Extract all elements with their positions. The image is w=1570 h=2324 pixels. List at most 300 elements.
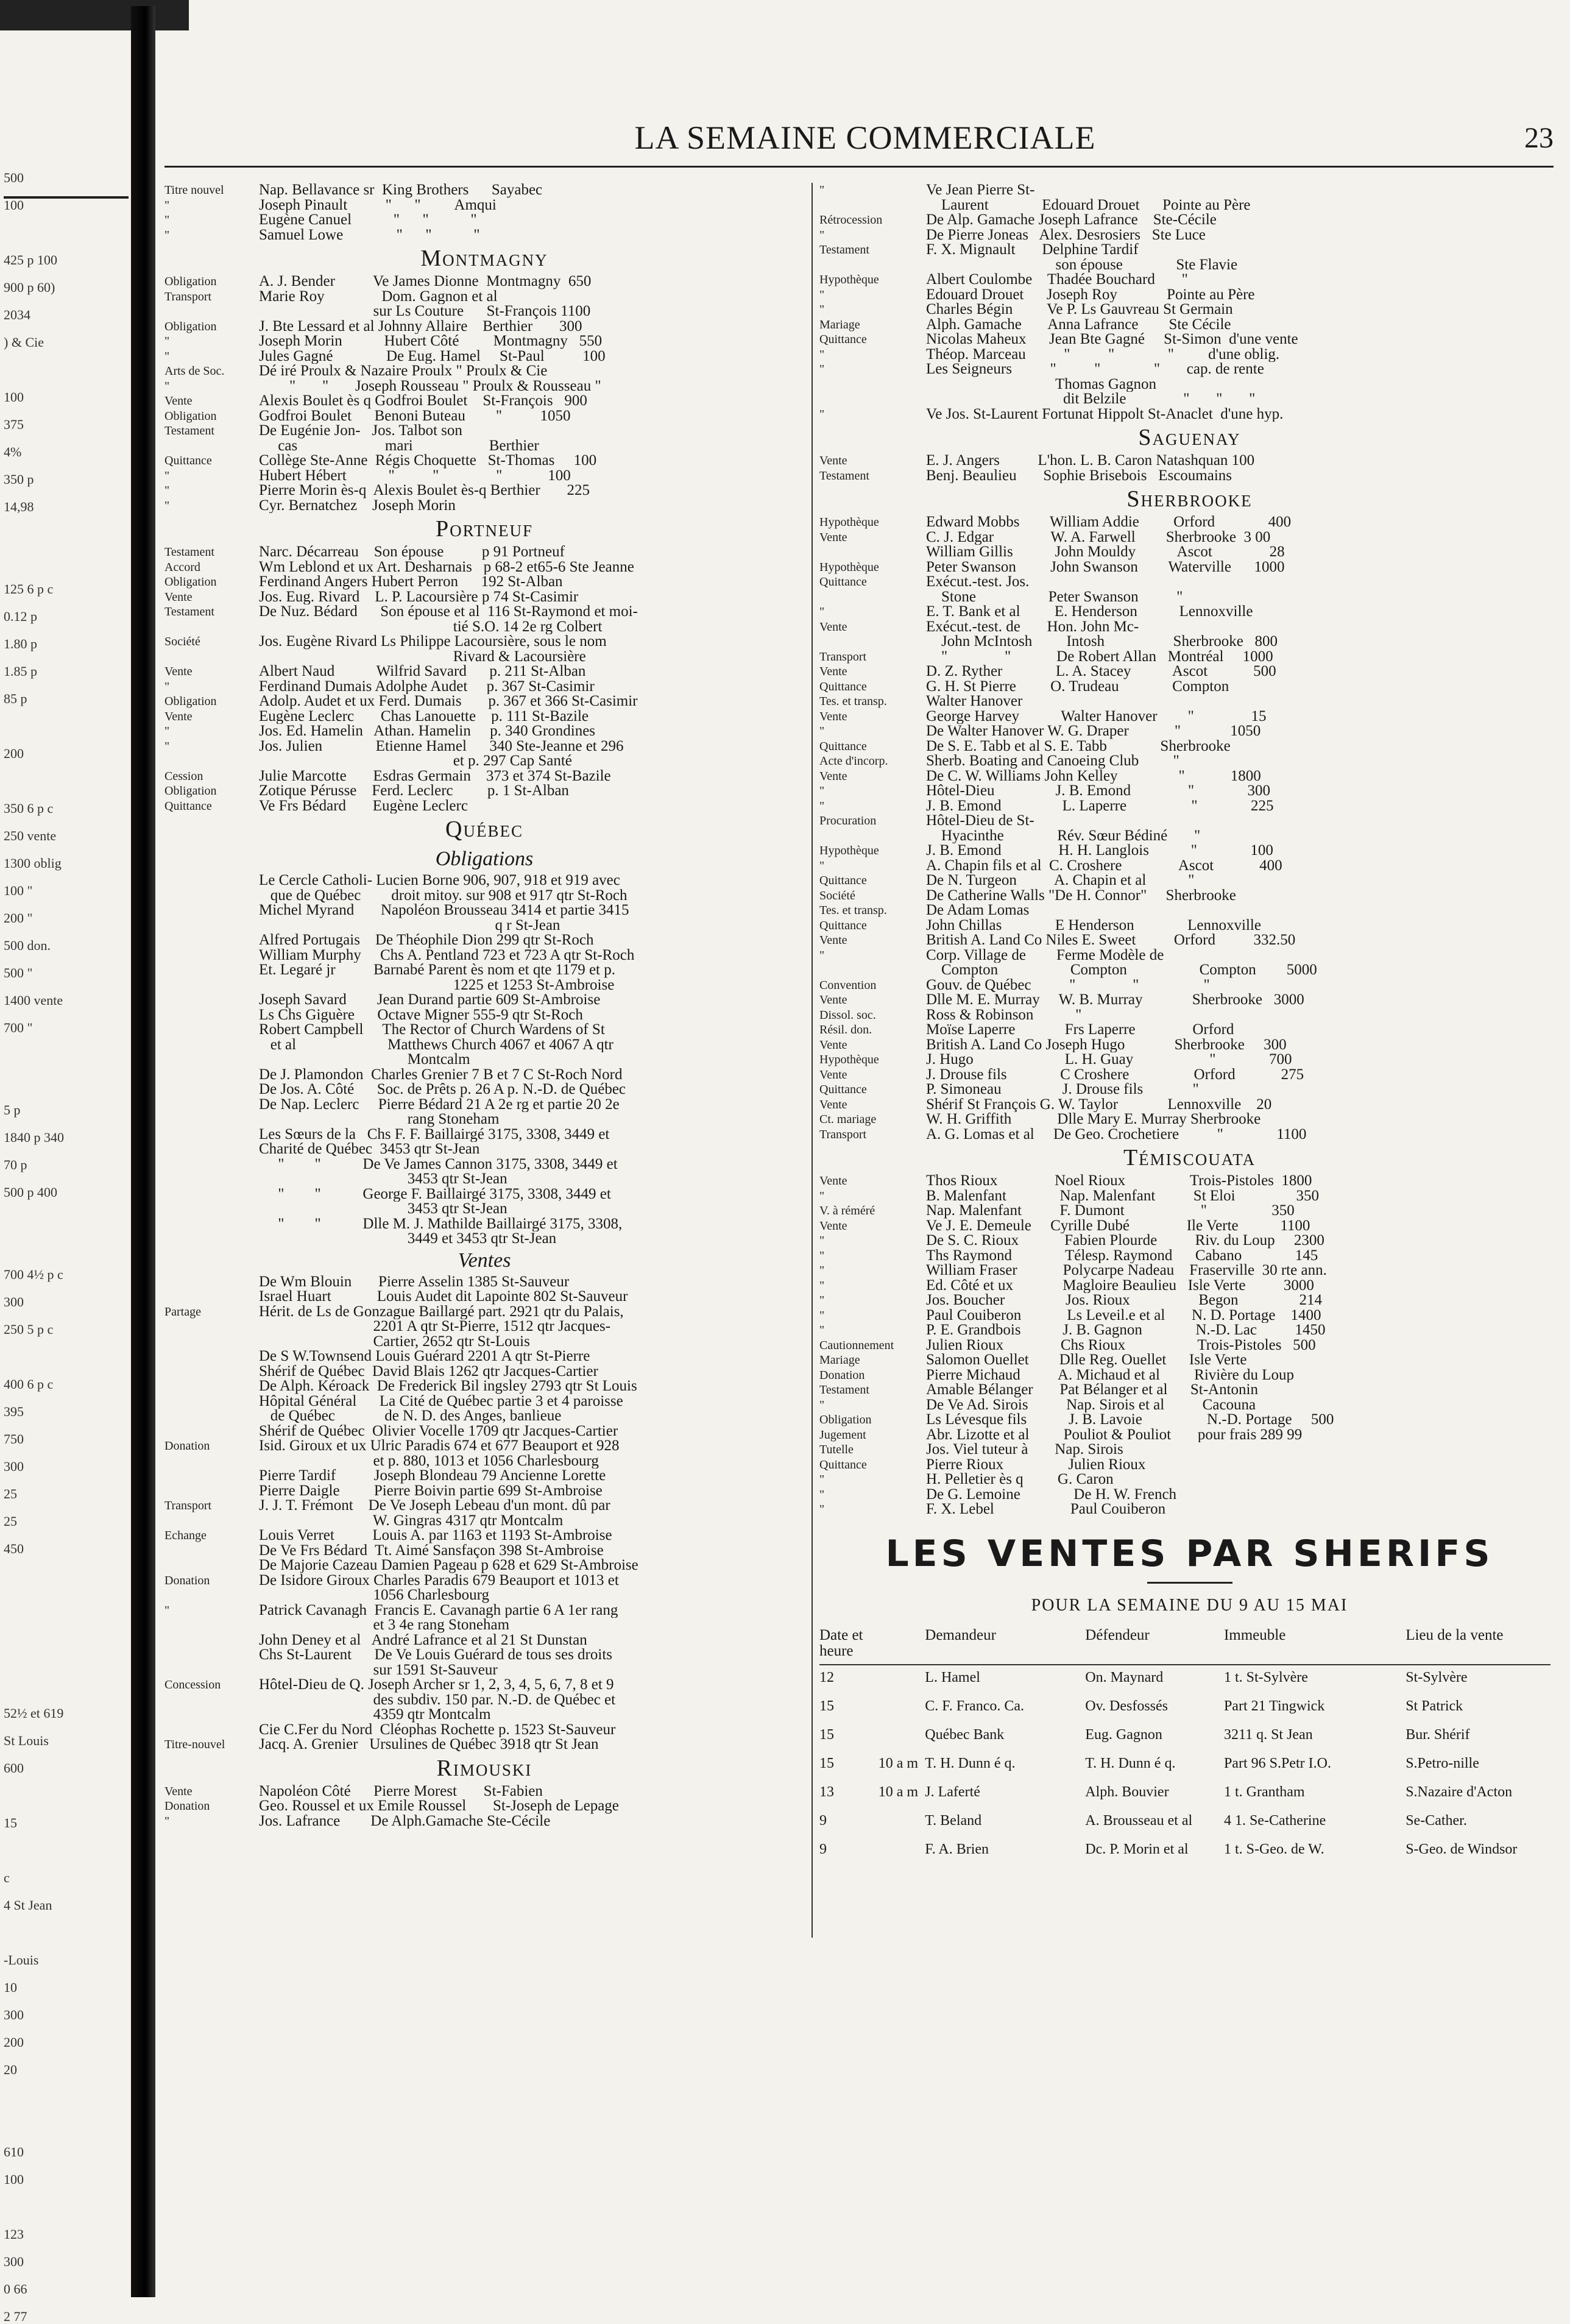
act-type: [164, 1707, 259, 1723]
listing-text: Louis Verret Louis A. par 1163 et 1193 St-Ambroise: [259, 1528, 612, 1543]
margin-fragment: 14,98: [4, 500, 34, 514]
listing-row: [164, 1528, 804, 1543]
margin-fragment: 350 p: [4, 472, 34, 487]
act-type: ": [164, 739, 170, 753]
listing-row: [164, 799, 804, 814]
margin-fragment: 750: [4, 1432, 24, 1447]
act-type: [164, 1618, 259, 1633]
sherifs-cell: F. A. Brien: [925, 1841, 989, 1857]
listing-text: Exécut.-test. de Hon. John Mc-: [926, 619, 1139, 634]
listing-row: [819, 1308, 1560, 1323]
act-type: [164, 1127, 259, 1143]
margin-fragment: 450: [4, 1542, 24, 1556]
sherifs-cell: 9: [819, 1841, 827, 1857]
act-type: ": [819, 1278, 825, 1292]
act-type: [164, 1648, 259, 1663]
listing-row: [819, 1398, 1560, 1413]
listing-row: [819, 1219, 1560, 1234]
listing-row: [819, 258, 1560, 273]
sherifs-cell: Alph. Bouvier: [1085, 1784, 1169, 1800]
act-type: ": [819, 948, 825, 962]
listing-row: [164, 1231, 804, 1247]
act-type: Transport: [164, 1499, 212, 1512]
listing-text: et p. 297 Cap Santé: [259, 754, 572, 769]
listing-text: Jacq. A. Grenier Ursulines de Québec 3918 qtr St Jean: [259, 1737, 599, 1752]
listing-text: Chs St-Laurent De Ve Louis Guérard de tous ses droits: [259, 1648, 613, 1663]
act-type: Quittance: [819, 918, 867, 932]
act-type: [164, 1142, 259, 1157]
sherifs-cell: S-Geo. de Windsor: [1406, 1841, 1518, 1857]
act-type: Titre-nouvel: [164, 1738, 225, 1751]
header-rule: [164, 166, 1554, 168]
listing-row: [819, 873, 1560, 888]
left-column: [164, 183, 804, 2285]
previous-page-margin: [0, 171, 128, 2324]
listing-text: Walter Hanover: [926, 694, 1023, 709]
listing-text: Marie Roy Dom. Gagnon et al: [259, 289, 498, 304]
act-type: Acte d'incorp.: [819, 754, 888, 768]
listing-row: [819, 784, 1560, 799]
listing-text: Dé iré Proulx & Nazaire Proulx " Proulx & Cie: [259, 364, 548, 379]
act-type: Transport: [164, 289, 212, 303]
listing-row: [164, 423, 804, 439]
listing-row: [819, 1338, 1560, 1353]
listing-row: [164, 319, 804, 335]
sherifs-section: [819, 1529, 1560, 1866]
listing-row: [164, 1514, 804, 1529]
act-type: Obligation: [164, 695, 217, 708]
listing-row: [164, 1082, 804, 1097]
act-type: ": [164, 198, 170, 212]
listing-text: De S. C. Rioux Fabien Plourde Riv. du Loup 2300: [926, 1233, 1324, 1249]
sherifs-cell: Québec Bank: [925, 1726, 1005, 1743]
listing-text: Hôtel-Dieu J. B. Emond " 300: [926, 784, 1271, 799]
margin-fragment: 200: [4, 746, 24, 761]
listing-row: [164, 724, 804, 739]
sherifs-cell: T. Beland: [925, 1812, 982, 1829]
act-type: [164, 1231, 259, 1247]
listing-row: [164, 1187, 804, 1202]
listing-text: Ve J. E. Demeule Cyrille Dubé Ile Verte 1100: [926, 1218, 1310, 1233]
listing-row: [164, 1097, 804, 1113]
listing-text: sur 1591 St-Sauveur: [259, 1662, 498, 1677]
act-type: Tes. et transp.: [819, 904, 887, 917]
listing-text: C. J. Edgar W. A. Farwell Sherbrooke 3 00: [926, 530, 1271, 545]
listing-text: Rivard & Lacoursière: [259, 649, 586, 664]
listing-text: Nap. Bellavance sr King Brothers Sayabec: [259, 183, 543, 198]
listing-row: [819, 347, 1560, 363]
sherifs-cell: L. Hamel: [925, 1669, 980, 1685]
act-type: [164, 1082, 259, 1097]
act-type: Quittance: [819, 333, 867, 346]
listing-row: [819, 754, 1560, 769]
listing-row: [164, 694, 804, 709]
listing-row: [819, 799, 1560, 814]
listing-text: Zotique Pérusse Ferd. Leclerc p. 1 St-Alban: [259, 784, 569, 799]
act-type: [819, 392, 926, 407]
listing-row: [819, 453, 1560, 469]
sherifs-cell: S.Nazaire d'Acton: [1406, 1784, 1513, 1800]
act-type: ": [164, 484, 170, 497]
listing-text: Sherb. Boating and Canoeing Club ": [926, 754, 1179, 769]
margin-fragment: 700 ": [4, 1021, 33, 1035]
listing-text: F. X. Mignault Delphine Tardif: [926, 243, 1139, 258]
margin-fragment: 125 6 p c: [4, 582, 54, 597]
listing-row: [819, 888, 1560, 904]
sherifs-column-header: Défendeur: [1085, 1625, 1224, 1665]
listing-row: [819, 1368, 1560, 1383]
sherifs-cell: Part 96 S.Petr I.O.: [1223, 1755, 1331, 1771]
listing-text: E. T. Bank et al E. Henderson Lennoxville: [926, 604, 1253, 620]
listing-text: Shérif de Québec David Blais 1262 qtr Jacques-Cartier: [259, 1364, 598, 1379]
act-type: ": [819, 724, 825, 738]
listing-row: [819, 694, 1560, 709]
act-type: [164, 1038, 259, 1053]
listing-row: [819, 469, 1560, 484]
margin-fragment: 300: [4, 1295, 24, 1309]
act-type: Ct. mariage: [819, 1113, 877, 1126]
listing-text: De S. E. Tabb et al S. E. Tabb Sherbrooke: [926, 739, 1231, 754]
listing-text: B. Malenfant Nap. Malenfant St Eloi 350: [926, 1188, 1320, 1203]
sherifs-cell: S.Petro-nille: [1406, 1755, 1479, 1771]
listing-text: D. Z. Ryther L. A. Stacey Ascot 500: [926, 664, 1276, 679]
listing-text: George Harvey Walter Hanover " 15: [926, 709, 1267, 724]
margin-fragment: St Louis: [4, 1734, 49, 1748]
margin-fragment: 250 vente: [4, 829, 57, 843]
sherifs-table-header: [819, 1625, 1551, 1665]
act-type: ": [164, 349, 170, 363]
listing-text: Hyacinthe Rév. Sœur Bédiné ": [926, 828, 1201, 843]
act-type: Quittance: [819, 739, 867, 753]
act-type: Obligation: [164, 575, 217, 589]
act-type: [164, 1364, 259, 1380]
listing-row: [819, 228, 1560, 243]
act-type: Mariage: [819, 1353, 860, 1367]
act-type: Testament: [819, 243, 869, 257]
listing-row: [819, 1082, 1560, 1097]
margin-fragment: 395: [4, 1405, 24, 1419]
act-type: [164, 993, 259, 1008]
listing-row: [164, 469, 804, 484]
listing-text: " " George F. Baillairgé 3175, 3308, 3449 et: [259, 1186, 611, 1202]
listing-text: Ferdinand Dumais Adolphe Audet p. 367 St-Casimir: [259, 679, 595, 694]
listing-row: [164, 1305, 804, 1320]
listing-row: [164, 1349, 804, 1364]
listing-text: Thomas Gagnon: [926, 377, 1156, 392]
act-type: ": [164, 498, 170, 512]
listing-text: Théop. Marceau " " " d'une oblig.: [926, 347, 1280, 362]
listing-text: Adolp. Audet et ux Ferd. Dumais p. 367 et 366 St-Casimir: [259, 694, 638, 709]
listing-text: Ferdinand Angers Hubert Perron 192 St-Alban: [259, 575, 563, 590]
section-heading: Portneuf: [435, 516, 534, 542]
listing-row: [164, 1008, 804, 1023]
listing-text: Et. Legaré jr Barnabé Parent ès nom et qte 1179 et p.: [259, 963, 615, 978]
sherifs-cell: St Patrick: [1406, 1698, 1463, 1714]
listing-row: [819, 302, 1560, 317]
act-type: Quittance: [819, 1458, 867, 1472]
listing-text: Isid. Giroux et ux Ulric Paradis 674 et 677 Beauport et 928: [259, 1439, 620, 1454]
listing-row: [164, 1573, 804, 1589]
right-column: [819, 183, 1560, 2285]
margin-fragment: -Louis: [4, 1953, 39, 1968]
act-type: ": [819, 347, 825, 361]
listing-text: Exécut.-test. Jos.: [926, 575, 1030, 590]
listing-row: [819, 1112, 1560, 1127]
sherifs-cell: Bur. Shérif: [1406, 1726, 1470, 1743]
listing-row: [819, 620, 1560, 635]
listing-row: [819, 1458, 1560, 1473]
act-type: Echange: [164, 1529, 207, 1542]
margin-fragment: 250 5 p c: [4, 1322, 54, 1337]
listing-row: [819, 829, 1560, 844]
listing-text: Corp. Village de Ferme Modèle de: [926, 948, 1164, 963]
act-type: Vente: [819, 1097, 847, 1111]
listing-row: [164, 1112, 804, 1127]
margin-fragment: 25: [4, 1514, 17, 1529]
sherifs-cell: 10 a m: [878, 1784, 919, 1800]
scan-edge-top: [0, 0, 189, 30]
listing-text: J. B. Emond H. H. Langlois " 100: [926, 843, 1273, 859]
listing-text: Dlle M. E. Murray W. B. Murray Sherbrooke 3000: [926, 993, 1304, 1008]
margin-fragment: 0 66: [4, 2282, 27, 2297]
act-type: ": [819, 1308, 825, 1322]
listing-text: Godfroi Boulet Benoni Buteau " 1050: [259, 408, 571, 423]
listing-row: [819, 978, 1560, 993]
act-type: [164, 1112, 259, 1127]
sherifs-cell: [879, 1837, 925, 1866]
listing-row: [819, 515, 1560, 530]
listing-row: [164, 1289, 804, 1305]
listing-row: [819, 739, 1560, 754]
sherifs-row: [819, 1780, 1551, 1809]
listing-text: Alph. Gamache Anna Lafrance Ste Cécile: [926, 317, 1231, 332]
act-type: [164, 1289, 259, 1305]
listing-row: [164, 948, 804, 963]
act-type: Concession: [164, 1678, 221, 1692]
listing-text: Jos. Lafrance De Alph.Gamache Ste-Cécile: [259, 1813, 551, 1829]
listing-text: Ve Jos. St-Laurent Fortunat Hippolt St-Anaclet d'une hyp.: [926, 406, 1284, 422]
listing-text: Jos. Boucher Jos. Rioux Begon 214: [926, 1293, 1322, 1308]
margin-fragment: 400 6 p c: [4, 1377, 54, 1392]
listing-row: [819, 679, 1560, 695]
act-type: Donation: [819, 1368, 865, 1382]
listing-row: [164, 1394, 804, 1409]
margin-fragment: 300: [4, 2008, 24, 2022]
listing-row: [164, 888, 804, 904]
act-type: [164, 304, 259, 319]
sherifs-row: [819, 1837, 1551, 1866]
listing-row: [164, 1409, 804, 1424]
act-type: [164, 1319, 259, 1334]
listing-row: [164, 664, 804, 679]
listing-row: [164, 545, 804, 560]
right-column-listings: [819, 183, 1560, 1517]
sherifs-cell: 3211 q. St Jean: [1223, 1726, 1313, 1743]
act-type: [164, 1379, 259, 1394]
sherifs-cell: 13: [819, 1784, 834, 1800]
listing-text: J. B. Emond L. Laperre " 225: [926, 798, 1274, 813]
listing-row: [819, 709, 1560, 724]
listing-text: Ross & Robinson ": [926, 1007, 1082, 1022]
listing-row: [164, 620, 804, 635]
listing-text: Shérif St François G. W. Taylor Lennoxville 20: [926, 1097, 1272, 1112]
sherifs-row: [819, 1694, 1551, 1723]
listing-text: William Murphy Chs A. Pentland 723 et 723 A qtr St-Roch: [259, 948, 635, 963]
sherifs-cell: 15: [819, 1755, 834, 1771]
sherifs-cell: Eug. Gagnon: [1085, 1726, 1162, 1743]
act-type: [164, 1588, 259, 1603]
listing-text: Pierre Michaud A. Michaud et al Rivière du Loup: [926, 1367, 1295, 1383]
margin-fragment: 100: [4, 2172, 24, 2187]
listing-text: British A. Land Co Niles E. Sweet Orford 332.50: [926, 933, 1296, 948]
listing-row: [164, 1723, 804, 1738]
listing-text: F. X. Lebel Paul Couiberon: [926, 1502, 1166, 1517]
act-type: Hypothèque: [819, 273, 879, 286]
listing-row: [164, 1648, 804, 1663]
listing-text: Edouard Drouet Joseph Roy Pointe au Père: [926, 287, 1255, 302]
listing-text: Cie C.Fer du Nord Cléophas Rochette p. 1523 St-Sauveur: [259, 1722, 616, 1737]
act-type: [164, 1334, 259, 1350]
margin-fragment: 5 p: [4, 1103, 21, 1118]
act-type: ": [819, 288, 825, 302]
act-type: [164, 1097, 259, 1113]
listing-row: [819, 813, 1560, 829]
listing-text: De Majorie Cazeau Damien Pageau p 628 et 629 St-Ambroise: [259, 1558, 638, 1573]
listing-row: [164, 1707, 804, 1723]
act-type: [164, 1663, 259, 1678]
sherifs-cell: 15: [819, 1726, 834, 1743]
listing-text: 2201 A qtr St-Pierre, 1512 qtr Jacques-: [259, 1319, 611, 1334]
act-type: Société: [164, 635, 200, 648]
listing-row: [819, 183, 1560, 198]
act-type: [164, 1394, 259, 1409]
newspaper-title: LA SEMAINE COMMERCIALE: [634, 119, 1096, 156]
margin-fragment: 500: [4, 171, 24, 185]
listing-text: Moïse Laperre Frs Laperre Orford: [926, 1022, 1234, 1038]
act-type: Vente: [164, 394, 193, 408]
listing-text: De N. Turgeon A. Chapin et al ": [926, 873, 1195, 888]
column-rule: [812, 183, 813, 1938]
listing-row: [164, 709, 804, 724]
act-type: ": [819, 1249, 825, 1263]
listing-text: et al Matthews Church 4067 et 4067 A qtr: [259, 1037, 614, 1052]
act-type: Hypothèque: [819, 844, 879, 857]
listing-row: [164, 978, 804, 993]
act-type: [164, 1202, 259, 1217]
margin-fragment: 100: [4, 390, 24, 405]
listing-text: 3453 qtr St-Jean: [259, 1202, 507, 1217]
sherifs-cell: T. H. Dunn é q.: [925, 1755, 1016, 1771]
listing-row: [164, 1319, 804, 1334]
act-type: ": [164, 379, 170, 393]
listing-row: [164, 1484, 804, 1499]
margin-fragment: 85 p: [4, 692, 27, 706]
listing-text: Abr. Lizotte et al Pouliot & Pouliot pour frais 289 99: [926, 1427, 1303, 1442]
listing-row: [164, 1814, 804, 1829]
listing-row: [164, 439, 804, 454]
listing-row: [164, 1603, 804, 1618]
listing-row: [819, 545, 1560, 560]
act-type: ": [164, 228, 170, 242]
act-type: [164, 1723, 259, 1738]
listing-row: [819, 1487, 1560, 1503]
act-type: [819, 829, 926, 844]
act-type: [164, 1349, 259, 1364]
listing-text: J. J. T. Frémont De Ve Joseph Lebeau d'un mont. dû par: [259, 1498, 610, 1514]
listing-text: Stone Peter Swanson ": [926, 589, 1183, 604]
act-type: Vente: [819, 454, 847, 467]
sherifs-cell: 1 t. Grantham: [1223, 1784, 1305, 1800]
act-type: Donation: [164, 1439, 210, 1453]
page-header: [164, 119, 1566, 161]
listing-text: John Deney et al André Lafrance et al 21 St Dunstan: [259, 1632, 587, 1648]
sherifs-cell: Part 21 Tingwick: [1223, 1698, 1325, 1714]
listing-row: [164, 1439, 804, 1454]
listing-row: [164, 784, 804, 799]
act-type: Obligation: [164, 409, 217, 423]
listing-row: [819, 963, 1560, 978]
listing-row: [819, 560, 1560, 575]
listing-text: Israel Huart Louis Audet dit Lapointe 802 St-Sauveur: [259, 1289, 628, 1305]
listing-text: A. G. Lomas et al De Geo. Crochetiere " 1100: [926, 1127, 1307, 1142]
listing-row: [164, 274, 804, 289]
act-type: [164, 1275, 259, 1290]
listing-row: [819, 724, 1560, 739]
act-type: Quittance: [819, 874, 867, 887]
listing-text: Narc. Décarreau Son épouse p 91 Portneuf: [259, 545, 565, 560]
margin-fragment: 600: [4, 1761, 24, 1776]
listing-row: [819, 1127, 1560, 1143]
listing-row: [164, 498, 804, 514]
listing-text: et p. 880, 1013 et 1056 Charlesbourg: [259, 1453, 599, 1468]
sherifs-banner: LES VENTES PAR SHERIFS: [885, 1532, 1494, 1575]
listing-row: [164, 1379, 804, 1394]
listing-text: Wm Leblond et ux Art. Desharnais p 68-2 et65-6 Ste Jeanne: [259, 559, 634, 575]
listing-text: Collège Ste-Anne Régis Choquette St-Thomas 100: [259, 453, 597, 469]
listing-row: [164, 739, 804, 754]
listing-row: [819, 590, 1560, 605]
act-type: Testament: [819, 1383, 869, 1397]
listing-text: Patrick Cavanagh Francis E. Cavanagh partie 6 A 1er rang: [259, 1603, 618, 1618]
listing-text: W. Gingras 4317 qtr Montcalm: [259, 1513, 564, 1528]
listing-text: De S W.Townsend Louis Guérard 2201 A qtr St-Pierre: [259, 1349, 590, 1364]
listing-row: [819, 948, 1560, 963]
listing-text: 3453 qtr St-Jean: [259, 1172, 507, 1187]
listing-row: [819, 377, 1560, 392]
margin-fragment: 2 77: [4, 2309, 27, 2324]
act-type: Vente: [164, 590, 193, 604]
listing-text: De Adam Lomas: [926, 903, 1030, 918]
listing-text: Eugène Leclerc Chas Lanouette p. 111 St-Bazile: [259, 709, 589, 724]
listing-row: [164, 1737, 804, 1752]
listing-row: [164, 993, 804, 1008]
sherifs-subtitle: POUR LA SEMAINE DU 9 AU 15 MAI: [1031, 1595, 1348, 1615]
act-type: Quittance: [819, 575, 867, 589]
listing-text: et 3 4e rang Stoneham: [259, 1618, 510, 1633]
listing-text: Montcalm: [259, 1052, 470, 1068]
margin-fragment: 300: [4, 2255, 24, 2269]
act-type: ": [819, 407, 825, 421]
listing-row: [164, 1217, 804, 1232]
listing-text: 4359 qtr Montcalm: [259, 1707, 491, 1723]
listing-text: Nicolas Maheux Jean Bte Gagné St-Simon d'une vente: [926, 332, 1298, 347]
listing-row: [164, 1543, 804, 1559]
act-type: Quittance: [819, 679, 867, 693]
listing-row: [164, 183, 804, 198]
act-type: V. à réméré: [819, 1204, 875, 1217]
listing-text: Ths Raymond Télesp. Raymond Cabano 145: [926, 1248, 1318, 1263]
listing-text: De Alp. Gamache Joseph Lafrance Ste-Cécile: [926, 213, 1217, 228]
